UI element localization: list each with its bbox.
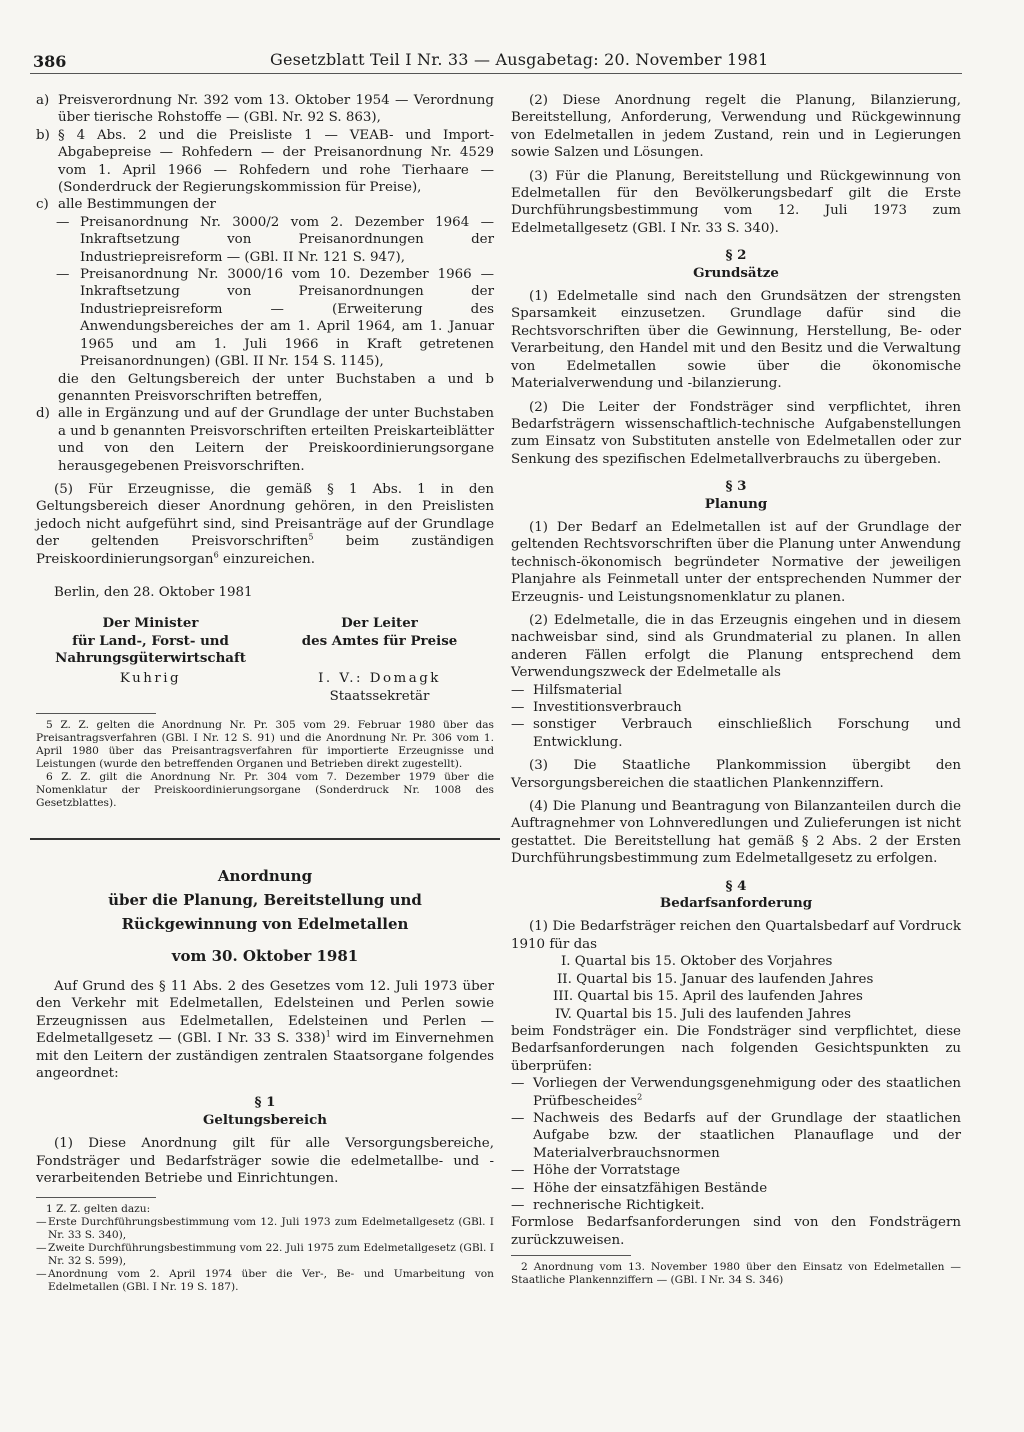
signatory-title: für Land-, Forst- und [72,632,229,649]
list-item-c [36,196,494,213]
footnote: 6 Z. Z. gilt die Anordnung Nr. Pr. 304 vom 7. Dezember 1979 über die Nomenklatur der Preiskoordinierungsorgane (Sonderdruck Nr. 1008 des Gesetzblattes). [36,771,494,809]
list-item-d [36,405,494,475]
section-number: § 4 [725,877,747,894]
list-item-a [36,92,494,127]
section-number: § 2 [725,247,747,264]
list-marker: a) [36,93,50,108]
section-4-paragraph-1: (1) Die Bedarfsträger reichen den Quartalsbedarf auf Vordruck 1910 für das [511,919,961,952]
footnote-rule [36,713,156,714]
section-separator [30,838,500,840]
dash-marker: — [56,214,70,230]
dash-marker: — [511,1197,525,1213]
footnote-ref: 1 [325,1029,331,1039]
footnote-item [36,1216,494,1242]
dash-marker: — [511,682,525,698]
dash-text: Höhe der Vorratstage [533,1163,681,1179]
section-2-paragraph-2: (2) Die Leiter der Fondsträger sind verpflichtet, ihren Bedarfsträgern wissenschaftlich-technische Aufgabenstellungen zum Einsatz von Substituten anstelle von Edelmetallen oder zur Senkung des spezifischen Edelmetallverbrauchs zu übergeben. [511,399,961,467]
right-column [511,92,961,1287]
dash-marker: — [511,717,525,733]
dash-item [511,716,961,751]
footnote: 2 Anordnung vom 13. November 1980 über den Einsatz von Edelmetallen — Staatliche Plankennziffern — (GBl. I Nr. 34 S. 346) [511,1261,961,1287]
dash-marker: — [511,1163,525,1179]
footnote-ref: 6 [213,550,219,560]
dash-item [511,1180,961,1197]
list-text: § 4 Abs. 2 und die Preisliste 1 — VEAB- und Import-Abgabepreise — Rohfedern — der Preisanordnung Nr. 4529 vom 1. April 1966 — Rohfedern und rohe Tierhaare — (Sonderdruck der Regierungskommission für Preise), [58,127,494,196]
list-marker: b) [36,127,50,143]
section-3-paragraph-3: (3) Die Staatliche Plankommission übergibt den Versorgungsbereichen die staatlichen Plankennziffern. [511,758,961,791]
dash-item [511,682,961,699]
ordinance-title: Rückgewinnung von Edelmetallen [121,915,409,933]
place-date: Berlin, den 28. Oktober 1981 [54,584,253,600]
section-1-paragraph-3: (3) Für die Planung, Bereitstellung und Rückgewinnung von Edelmetallen für den Bevölkerungsbedarf gilt die Erste Durchführungsbestimmung vom 12. Juli 1973 zum Edelmetallgesetz (GBl. I Nr. 33 S. 340). [511,168,961,236]
quarter-line: I. Quartal bis 15. Oktober des Vorjahres [561,954,833,970]
dash-marker: — [511,1110,525,1126]
footnote-item [36,1242,494,1268]
signature-right [265,615,494,705]
list-marker: d) [36,406,50,422]
footnote-ref: 2 [637,1092,643,1102]
signatory-title: Der Minister [102,615,199,632]
footnote-ref: 5 [308,532,314,542]
section-4-paragraph-1-end: Formlose Bedarfsanforderungen sind von den Fondsträgern zurückzuweisen. [511,1215,961,1248]
page-number: 386 [33,52,67,71]
signature-left [36,615,265,705]
dash-text-a: Vorliegen der Verwendungsgenehmigung oder des staatlichen Prüfbescheides [533,1076,961,1109]
signatory-title: Der Leiter [341,615,418,632]
ordinance-title: Anordnung [217,867,313,885]
quarter-line: IV. Quartal bis 15. Juli des laufenden Jahres [555,1006,851,1022]
footnote-rule [36,1197,156,1198]
para5-text-a: (5) Für Erzeugnisse, die gemäß § 1 Abs. 1 in den Geltungsbereich dieser Anordnung gehören, in den Preislisten jedoch nicht aufgeführt sind, sind Preisanträge auf der Grundlage der geltenden Preisvorschriften [36,481,494,550]
dash-text: sonstiger Verbrauch einschließlich Forschung und Entwicklung. [533,717,961,750]
signatory-name: Kuhrig [119,670,182,686]
header-rule [30,73,962,74]
section-4-paragraph-1-continued: beim Fondsträger ein. Die Fondsträger sind verpflichtet, diese Bedarfsanforderungen nach folgenden Gesichtspunkten zu überprüfen: [511,1023,961,1074]
footnote: 5 Z. Z. gelten die Anordnung Nr. Pr. 305 vom 29. Februar 1980 über das Preisantragsverfahren (GBl. I Nr. 12 S. 91) und die Anordnung Nr. Pr. 306 vom 1. April 1980 über das Preisantragsverfahren für importierte Erzeugnisse und Leistungen (wurde den betreffenden Organen und Betrieben direkt zugestellt). [36,719,494,770]
section-1-paragraph-1: (1) Diese Anordnung gilt für alle Versorgungsbereiche, Fondsträger und Bedarfsträger sowie die edelmetallbe- und -verarbeitenden Betriebe und Einrichtungen. [36,1136,494,1187]
dash-item [511,1110,961,1162]
signatory-name: I. V.: Domagk [318,671,441,687]
dash-marker: — [56,267,70,283]
dash-marker: — [36,1216,47,1229]
dash-text [533,1075,961,1110]
section-number: § 3 [725,478,747,495]
dash-text: Höhe der einsatzfähigen Bestände [533,1180,768,1196]
list-text: alle Bestimmungen der [58,197,216,213]
dash-item [511,699,961,716]
signatory-title: Nahrungsgüterwirtschaft [55,650,246,667]
dash-marker: — [511,1076,525,1092]
section-3-paragraph-2: (2) Edelmetalle, die in das Erzeugnis eingehen und in diesem nachweisbar sind, sind als Grundmaterial zu planen. In allen anderen Fällen erfolgt die Planung entsprechend dem Verwendungszweck der Edelmetalle als [511,612,961,681]
quarter-line: III. Quartal bis 15. April des laufenden Jahres [553,989,863,1005]
section-3-paragraph-4: (4) Die Planung und Beantragung von Bilanzanteilen durch die Auftragnehmer von Lohnveredlungen und Zulieferungen ist nicht gestattet. Die Bereitstellung hat gemäß § 2 Abs. 2 der Ersten Durchführungsbestimmung zum Edelmetallgesetz zu erfolgen. [511,799,961,867]
quarter-line: II. Quartal bis 15. Januar des laufenden Jahres [557,971,874,987]
section-title: Geltungsbereich [202,1111,328,1128]
dash-text: Hilfsmaterial [533,682,623,698]
dash-item [511,1197,961,1214]
dash-marker: — [511,700,525,715]
dash-text: rechnerische Richtigkeit. [533,1197,705,1213]
list-text: alle in Ergänzung und auf der Grundlage der unter Buchstaben a und b genannten Preisvorschriften erteilten Preiskarteiblätter und von den Leitern der Preiskoordinierungsorgane herausgegebenen Preisvorschriften. [58,406,494,474]
preamble-text-b: wird im Einvernehmen mit den Leitern der zuständigen zentralen Staatsorgane folgendes angeordnet: [36,1031,494,1082]
section-3-paragraph-1: (1) Der Bedarf an Edelmetallen ist auf der Grundlage der geltenden Rechtsvorschriften über die Planung unter Anwendung technisch-ökonomisch begründeter Normative der jeweiligen Planjahre als Feinmetall unter der entsprechenden Nummer der Erzeugnis- und Leistungsnomenklatur zu planen. [511,519,961,605]
preamble-text-a: Auf Grund des § 11 Abs. 2 des Gesetzes vom 12. Juli 1973 über den Verkehr mit Edelmetallen, Edelsteinen und Perlen sowie Erzeugnissen aus Edelmetallen, Edelsteinen und Perlen — Edelmetallgesetz — (GBl. I Nr. 33 S. 338) [36,979,494,1047]
section-number: § 1 [254,1094,276,1111]
section-title: Grundsätze [693,264,779,281]
footnote-rule [511,1255,631,1256]
ordinance-date: vom 30. Oktober 1981 [171,947,359,965]
quarter-deadlines [511,953,961,1023]
section-title: Bedarfsanforderung [659,895,813,912]
dash-text: Preisanordnung Nr. 3000/16 vom 10. Dezember 1966 — Inkraftsetzung von Preisanordnungen der Industriepreisreform — (Erweiterung des Anwendungsbereiches der am 1. April 1964, am 1. Januar 1965 und am 1. Juli 1966 in Kraft getretenen Preisanordnungen) (GBl. II Nr. 154 S. 1145), [80,267,494,370]
paragraph-5 [36,481,494,568]
para5-text-c: einzureichen. [218,551,315,567]
signature-block [36,615,494,705]
running-header: Gesetzblatt Teil I Nr. 33 — Ausgabetag: 20. November 1981 [270,50,769,69]
dash-text: Preisanordnung Nr. 3000/2 vom 2. Dezember 1964 — Inkraftsetzung von Preisanordnungen der Industriepreisreform — (GBl. II Nr. 121 S. 947), [80,214,494,265]
section-2-paragraph-1: (1) Edelmetalle sind nach den Grundsätzen der strengsten Sparsamkeit einzusetzen. Grundlage dafür sind die Rechtsvorschriften über die Gewinnung, Herstellung, Be- oder Verarbeitung, den Handel mit und den Besitz und die Verwaltung von Edelmetallen sowie über die ökonomische Materialverwendung und -bilanzierung. [511,289,961,392]
list-c-tail: die den Geltungsbereich der unter Buchstaben a und b genannten Preisvorschriften betreffen, [58,371,494,404]
section-1-paragraph-2: (2) Diese Anordnung regelt die Planung, Bilanzierung, Bereitstellung, Anforderung, Verwendung und Rückgewinnung von Edelmetallen in jedem Zustand, rein und in Legierungen sowie Salzen und Lösungen. [511,93,961,161]
footnote-intro: 1 Z. Z. gelten dazu: [46,1203,151,1216]
section-title: Planung [704,495,768,512]
dash-item [36,266,494,370]
footnote-text: Zweite Durchführungsbestimmung vom 22. Juli 1975 zum Edelmetallgesetz (GBl. I Nr. 32 S. 599), [48,1242,494,1268]
dash-text: Investitionsverbrauch [533,700,682,715]
dash-item [511,1162,961,1179]
dash-item [36,214,494,266]
dash-text: Nachweis des Bedarfs auf der Grundlage der staatlichen Aufgabe bzw. der staatlichen Planauflage und der Materialverbrauchsnormen [533,1110,961,1161]
left-column [36,92,494,1294]
list-item-b [36,127,494,197]
footnote-text: Erste Durchführungsbestimmung vom 12. Juli 1973 zum Edelmetallgesetz (GBl. I Nr. 33 S. 340), [48,1216,494,1242]
footnote-text: Anordnung vom 2. April 1974 über die Ver-, Be- und Umarbeitung von Edelmetallen (GBl. I Nr. 19 S. 187). [48,1268,494,1294]
list-marker: c) [36,197,49,213]
signatory-role: Staatssekretär [329,688,430,704]
list-text: Preisverordnung Nr. 392 vom 13. Oktober 1954 — Verordnung über tierische Rohstoffe — (GBl. Nr. 92 S. 863), [58,93,494,126]
signatory-title: des Amtes für Preise [301,632,458,649]
dash-marker: — [511,1180,525,1196]
dash-item [511,1075,961,1110]
ordinance-title: über die Planung, Bereitstellung und [108,891,422,909]
dash-marker: — [36,1242,47,1255]
para5-text-b: beim zuständigen Preiskoordinierungsorgan [36,534,494,567]
preamble [36,978,494,1082]
dash-marker: — [36,1268,47,1281]
footnote-item [36,1268,494,1294]
